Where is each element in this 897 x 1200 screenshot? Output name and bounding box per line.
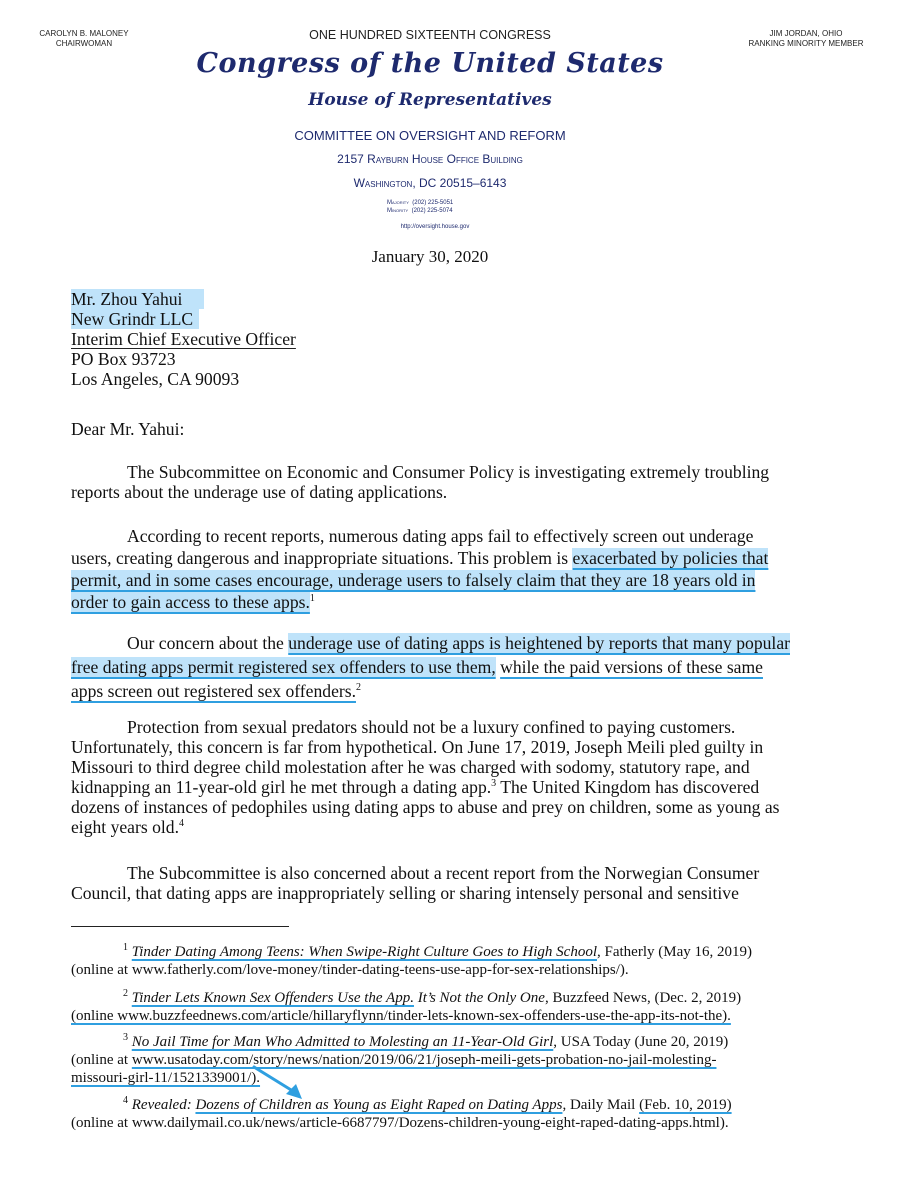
footnote-1-url[interactable]: (online at www.fatherly.com/love-money/tinder-dating-teens-use-app-for-sex-relationships/). (71, 962, 629, 978)
footnote-2-title-b: It’s Not the Only One (413, 990, 545, 1006)
footnote-1 (71, 943, 831, 979)
majority-label: Majority (387, 200, 409, 206)
paragraph-5 (71, 863, 791, 903)
letter-date: January 30, 2020 (371, 247, 489, 266)
footnote-ref-3[interactable]: 3 (491, 778, 497, 790)
paragraph-4 (71, 717, 791, 837)
paragraph-3-text: Our concern about the (127, 633, 289, 653)
congress-label: ONE HUNDRED SIXTEENTH CONGRESS (309, 28, 551, 42)
minority-label: Minority (387, 208, 409, 214)
footnote-4-date: (Feb. 10, 2019) (639, 1097, 732, 1113)
paragraph-4-text-a: Protection from sexual predators should not be a luxury confined to paying customers. Unfortunately, this concern is far from hypothetical. On June 17, 2019, Joseph Meili pled guilty in Missouri to third degree child molestation after he was charged with sodomy, statutory rape, and kidnapping an 11-year-old girl he met through a dating app. (71, 717, 764, 797)
paragraph-3-underline: while the paid versions of these same apps screen out registered sex offenders. (71, 657, 763, 701)
paragraph-4-text-b: The United Kingdom has discovered dozens of instances of pedophiles using dating apps to abuse and prey on children, some as young as eight years old. (71, 777, 780, 837)
footnote-2 (71, 989, 831, 1025)
recipient-name-line (71, 289, 471, 309)
recipient-city: Los Angeles, CA 90093 (71, 369, 240, 389)
footnote-2-title[interactable]: Tinder Lets Known Sex Offenders Use the App. (131, 990, 414, 1006)
footnote-4-num: 4 (123, 1095, 128, 1106)
footnote-4-title[interactable]: Dozens of Children as Young as Eight Raped on Dating Apps (195, 1097, 563, 1113)
footnote-4 (71, 1096, 831, 1132)
minority-line (387, 207, 507, 215)
chair-block (14, 29, 154, 49)
footnote-4-url[interactable]: (online at www.dailymail.co.uk/news/article-6687797/Dozens-children-young-eight-raped-dating-apps.html). (71, 1115, 729, 1131)
paragraph-2-highlight: exacerbated by policies that permit, and in some cases encourage, underage users to falsely claim that they are 18 years old in order to gain access to these apps. (71, 548, 769, 612)
annotation-arrow-head (286, 1084, 302, 1099)
paragraph-2-text: According to recent reports, numerous dating apps fail to effectively screen out underage users, creating dangerous and inappropriate situations. This problem is (71, 526, 754, 568)
footnote-3-url-prefix: (online at (71, 1052, 132, 1068)
footnote-3-source: , USA Today (June 20, 2019) (553, 1034, 729, 1050)
recipient-name: Mr. Zhou Yahui (71, 289, 204, 309)
letterhead-title: Congress of the United States (196, 48, 664, 79)
majority-line (387, 199, 507, 207)
footnote-3-num: 3 (123, 1032, 128, 1043)
footnote-divider (71, 926, 289, 927)
recipient-title-line (71, 329, 471, 349)
footnote-2-num: 2 (123, 988, 128, 999)
footnote-ref-1[interactable]: 1 (309, 593, 315, 605)
footnote-3-title[interactable]: No Jail Time for Man Who Admitted to Molesting an 11-Year-Old Girl (131, 1034, 554, 1050)
footnote-2-source: , Buzzfeed News, (Dec. 2, 2019) (544, 990, 742, 1006)
chair-role: CHAIRWOMAN (55, 39, 113, 48)
ranking-member-role: RANKING MINORITY MEMBER (748, 39, 864, 48)
recipient-po-box: PO Box 93723 (71, 349, 176, 369)
footnote-3-url-cont[interactable]: missouri-girl-11/1521339001/). (71, 1070, 261, 1086)
building-address: 2157 Rayburn House Office Building (337, 152, 523, 166)
ranking-member-block (726, 29, 886, 49)
footnote-4-title-a: Revealed: (131, 1097, 196, 1113)
salutation: Dear Mr. Yahui: (71, 419, 185, 439)
house-title: House of Representatives (308, 90, 552, 110)
footnote-2-url[interactable]: (online www.buzzfeednews.com/article/hillaryflynn/tinder-lets-known-sex-offenders-use-the-app-its-not-the). (71, 1008, 731, 1024)
ranking-member-name: JIM JORDAN, OHIO (769, 29, 843, 38)
recipient-title: Interim Chief Executive Officer (71, 329, 296, 349)
chair-name: CAROLYN B. MALONEY (39, 29, 129, 38)
footnote-4-source: , Daily Mail (562, 1097, 640, 1113)
recipient-company-line (71, 309, 471, 329)
annotation-arrow-icon (250, 1063, 310, 1103)
paragraph-3-highlight: underage use of dating apps is heightened by reports that many popular free dating apps permit registered sex offenders to use them, (71, 633, 790, 677)
annotation-arrow-shaft (254, 1067, 296, 1093)
footnote-3 (71, 1033, 831, 1087)
phone-block (387, 199, 507, 215)
footnote-ref-4[interactable]: 4 (178, 818, 184, 830)
paragraph-1 (71, 462, 791, 502)
footnote-3-url[interactable]: www.usatoday.com/story/news/nation/2019/06/21/joseph-meili-gets-probation-no-jail-molesting- (131, 1052, 717, 1068)
committee-name: COMMITTEE ON OVERSIGHT AND REFORM (294, 128, 566, 143)
footnote-1-title[interactable]: Tinder Dating Among Teens: When Swipe-Right Culture Goes to High School (131, 944, 598, 960)
recipient-block (71, 289, 471, 389)
footnote-1-num: 1 (123, 942, 128, 953)
recipient-company: New Grindr LLC (71, 309, 199, 329)
footnote-ref-2[interactable]: 2 (355, 682, 361, 694)
website[interactable]: http://oversight.house.gov (400, 224, 470, 230)
paragraph-2 (71, 525, 791, 613)
paragraph-3 (71, 631, 791, 703)
minority-phone: (202) 225-5074 (411, 208, 453, 214)
city-address: Washington, DC 20515–6143 (353, 176, 507, 190)
paragraph-5-text: The Subcommittee is also concerned about a recent report from the Norwegian Consumer Council, that dating apps are inappropriately selling or sharing intensely personal and sensitive (71, 863, 760, 903)
majority-phone: (202) 225-5051 (412, 200, 454, 206)
footnote-1-source: , Fatherly (May 16, 2019) (597, 944, 752, 960)
paragraph-1-text: The Subcommittee on Economic and Consumer Policy is investigating extremely troubling reports about the underage use of dating applications. (71, 462, 770, 502)
